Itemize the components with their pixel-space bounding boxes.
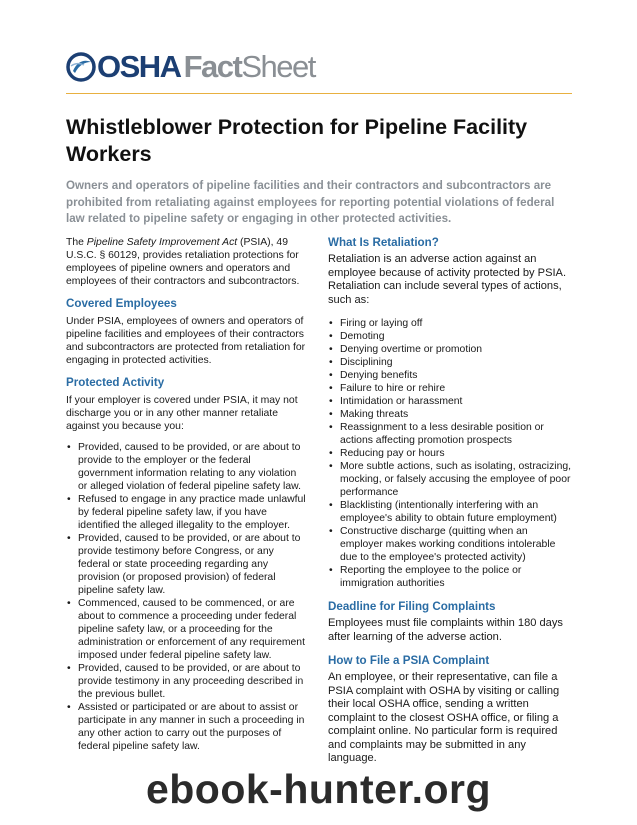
deadline-heading: Deadline for Filing Complaints bbox=[328, 600, 496, 613]
list-item: • Blacklisting (intentionally interfering with an employee's ability to obtain future employment) bbox=[328, 499, 572, 525]
left-column bbox=[66, 236, 306, 753]
retaliation-text: Retaliation is an adverse action against an employee because of activity protected by PSIA. Retaliation can include several types of actions, such as: bbox=[328, 253, 567, 306]
protected-activity-list bbox=[66, 441, 306, 753]
list-item: • Provided, caused to be provided, or are about to provide to the employer or the federal government information relating to any violation or alleged violation of federal pipeline safety law. bbox=[66, 441, 306, 493]
list-item: • Denying benefits bbox=[328, 369, 572, 382]
opening-paragraph: The Pipeline Safety Improvement Act (PSIA), 49 U.S.C. § 60129, provides retaliation protections for employees of pipeline owners and operators and employees of their contractors and subcontractors. bbox=[66, 237, 300, 287]
how-to-file-heading: How to File a PSIA Complaint bbox=[328, 654, 490, 667]
list-item: • Reassignment to a less desirable position or actions affecting promotion prospects bbox=[328, 421, 572, 447]
list-item: • Demoting bbox=[328, 330, 572, 343]
list-item: • Commenced, caused to be commenced, or are about to commence a proceeding under federal pipeline safety law, or a proceeding for the administration or enforcement of any requirement imposed under federal pipeline safety law. bbox=[66, 597, 306, 662]
list-item: • Constructive discharge (quitting when an employer makes working conditions intolerable due to the employee's protected activity) bbox=[328, 525, 572, 564]
how-to-file-text: An employee, or their representative, can file a PSIA complaint with OSHA by visiting or calling their local OSHA office, sending a written complaint to the closest OSHA office, or filing a complaint online. No particular form is required and complaints may be submitted in any language. bbox=[328, 671, 560, 764]
list-item: • Failure to hire or rehire bbox=[328, 382, 572, 395]
retaliation-list bbox=[328, 317, 572, 590]
watermark-text: ebook-hunter.org bbox=[145, 766, 492, 812]
list-item: • More subtle actions, such as isolating, ostracizing, mocking, or falsely accusing the employee of poor performance bbox=[328, 460, 572, 499]
list-item: • Reporting the employee to the police or immigration authorities bbox=[328, 564, 572, 590]
list-item: • Denying overtime or promotion bbox=[328, 343, 572, 356]
logo-osha-text: OSHA bbox=[97, 49, 181, 84]
list-item: • Disciplining bbox=[328, 356, 572, 369]
header-divider bbox=[66, 93, 572, 94]
intro-summary: Owners and operators of pipeline facilities and their contractors and subcontractors are prohibited from retaliating against employees for reporting potential violations of federal law related to pipeline safety or engaging in other protected activities. bbox=[66, 179, 555, 225]
list-item: • Reducing pay or hours bbox=[328, 447, 572, 460]
list-item: • Assisted or participated or are about to assist or participate in any manner in such a proceeding in any other action to carry out the purposes of federal pipeline safety law. bbox=[66, 701, 306, 753]
retaliation-heading: What Is Retaliation? bbox=[328, 236, 439, 249]
covered-employees-heading: Covered Employees bbox=[66, 297, 177, 310]
page-title: Whistleblower Protection for Pipeline Facility Workers bbox=[66, 115, 528, 166]
list-item: • Refused to engage in any practice made unlawful by federal pipeline safety law, if you have identified the alleged illegality to the employer. bbox=[66, 493, 306, 532]
right-column bbox=[328, 236, 572, 766]
list-item: • Intimidation or harassment bbox=[328, 395, 572, 408]
osha-factsheet-logo bbox=[66, 50, 315, 84]
logo-sheet-text: Sheet bbox=[241, 49, 315, 84]
list-item: • Provided, caused to be provided, or are about to provide testimony in any proceeding described in the previous bullet. bbox=[66, 662, 306, 701]
osha-globe-icon bbox=[66, 52, 96, 82]
covered-employees-text: Under PSIA, employees of owners and operators of pipeline facilities and employees of their contractors and subcontractors are protected from retaliation for engaging in protected activities. bbox=[66, 316, 306, 366]
protected-activity-heading: Protected Activity bbox=[66, 376, 165, 389]
list-item: • Making threats bbox=[328, 408, 572, 421]
protected-activity-intro: If your employer is covered under PSIA, it may not discharge you or in any other manner retaliate against you because you: bbox=[66, 395, 298, 432]
logo-fact-text: Fact bbox=[183, 49, 242, 84]
list-item: • Firing or laying off bbox=[328, 317, 572, 330]
list-item: • Provided, caused to be provided, or are about to provide testimony before Congress, or any federal or state proceeding regarding any provision (or proposed provision) of federal pipeline safety law. bbox=[66, 532, 306, 597]
deadline-text: Employees must file complaints within 180 days after learning of the adverse action. bbox=[328, 617, 563, 643]
act-name: Pipeline Safety Improvement Act bbox=[86, 237, 238, 248]
